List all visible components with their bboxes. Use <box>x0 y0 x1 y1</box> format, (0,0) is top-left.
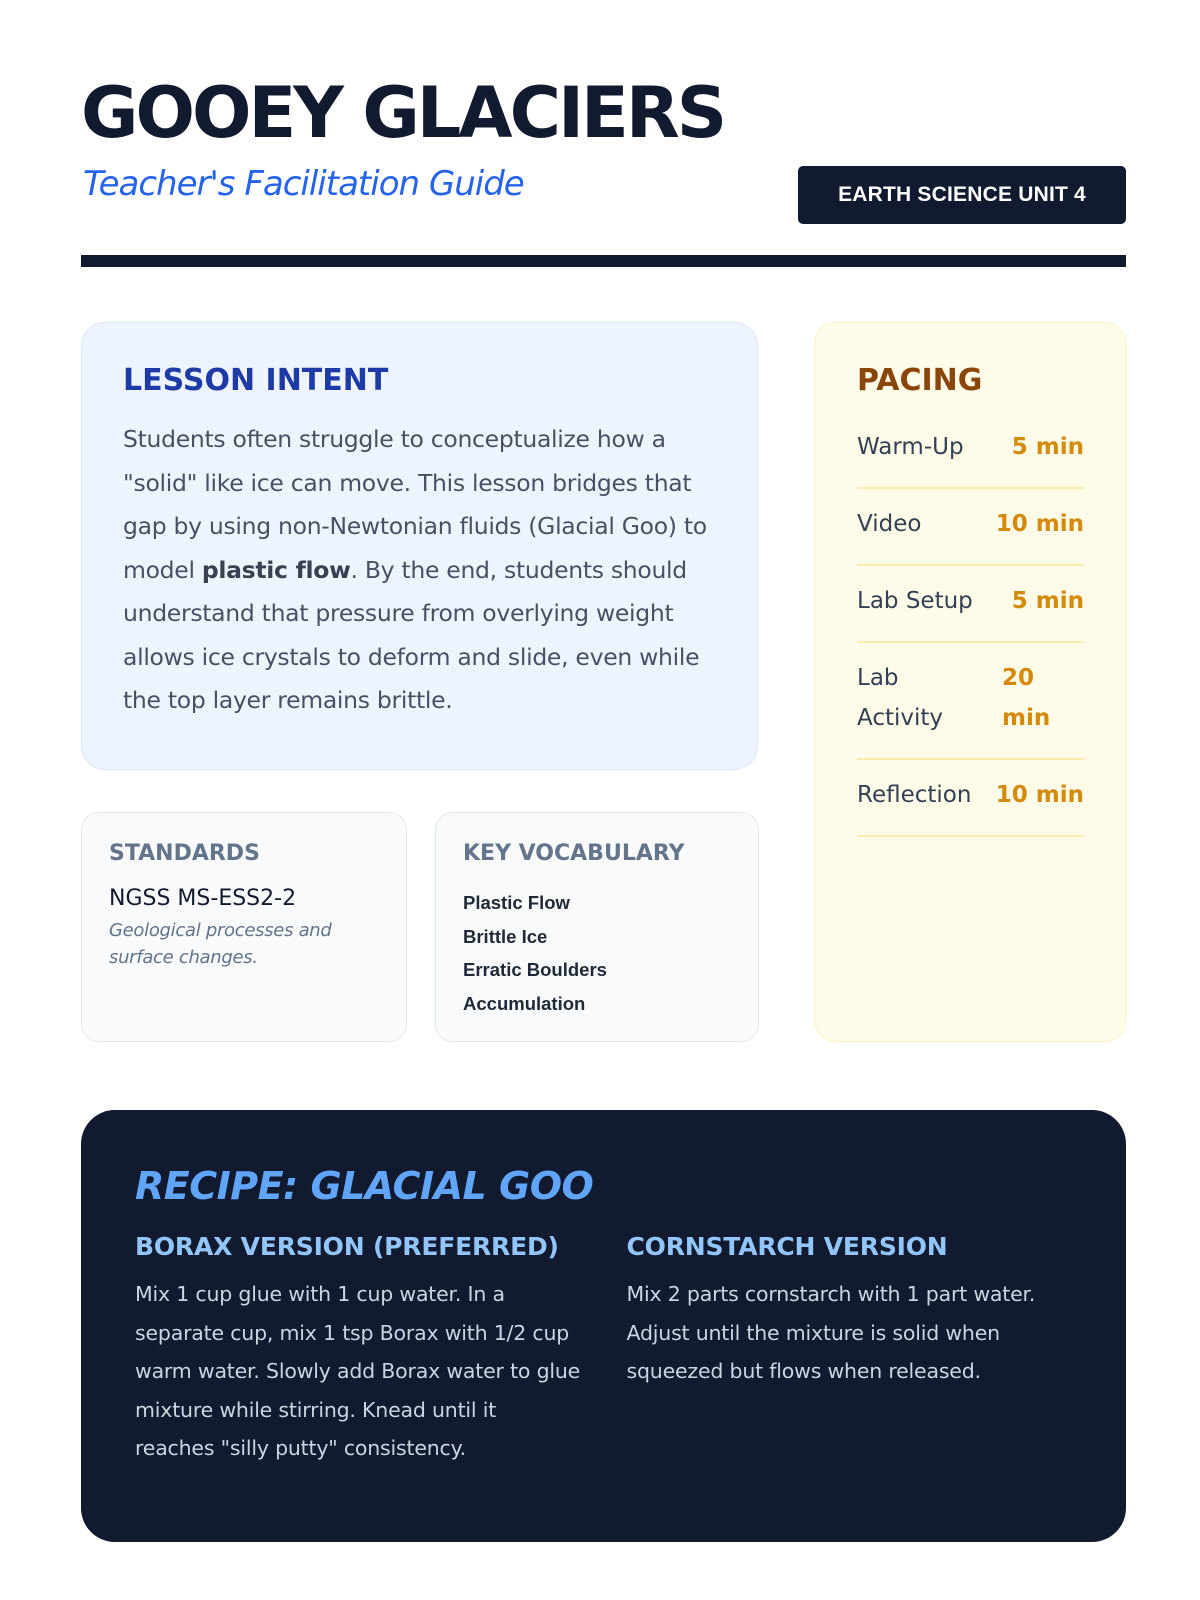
pacing-duration: 5 min <box>1011 588 1084 614</box>
lesson-intent-text-start: Students often struggle to conceptualize how a "solid" like ice can move. This lesson bridges that gap by using non-Newtonian fluids (Glacial Goo) to model <box>123 425 707 584</box>
cornstarch-recipe-text: Mix 2 parts cornstarch with 1 part water. Adjust until the mixture is solid when squeezed but flows when released. <box>626 1282 1036 1383</box>
standard-description: Geological processes and surface changes. <box>109 920 332 968</box>
header-divider <box>81 255 1126 267</box>
pacing-duration: 10 min <box>995 782 1084 808</box>
lesson-intent-text <box>123 418 717 723</box>
vocabulary-card <box>435 812 759 1042</box>
pacing-row-warm-up <box>857 414 1084 489</box>
lesson-intent-heading: LESSON INTENT <box>123 363 389 398</box>
page-subtitle: Teacher's Facilitation Guide <box>83 164 524 204</box>
recipe-card <box>81 1110 1126 1542</box>
recipe-columns <box>135 1232 1072 1468</box>
page-title: GOOEY GLACIERS <box>81 72 725 154</box>
pacing-duration: 5 min <box>1011 434 1084 460</box>
vocabulary-term: Plastic Flow <box>463 892 570 913</box>
pacing-row-video <box>857 491 1084 566</box>
standards-heading: STANDARDS <box>109 841 260 866</box>
pacing-row-reflection <box>857 762 1084 837</box>
pacing-duration: 20 min <box>1002 665 1051 731</box>
unit-badge: EARTH SCIENCE UNIT 4 <box>798 166 1126 224</box>
pacing-activity: Lab Activity <box>857 665 944 731</box>
pacing-activity: Lab Setup <box>857 588 973 614</box>
pacing-row-lab-setup <box>857 568 1084 643</box>
lesson-intent-text-end: . By the end, students should understand that pressure from overlying weight allows ice crystals to deform and slide, even while the top layer remains brittle. <box>123 555 700 714</box>
pacing-row-lab-activity <box>857 645 1084 760</box>
borax-recipe <box>135 1232 581 1468</box>
pacing-activity: Reflection <box>857 782 972 808</box>
pacing-activity: Warm-Up <box>857 434 964 460</box>
cornstarch-recipe <box>627 1232 1073 1468</box>
vocabulary-heading: KEY VOCABULARY <box>463 841 685 866</box>
cornstarch-recipe-heading: CORNSTARCH VERSION <box>626 1232 948 1261</box>
pacing-heading: PACING <box>857 363 983 398</box>
recipe-heading: RECIPE: GLACIAL GOO <box>135 1164 594 1208</box>
lesson-intent-card <box>81 322 758 770</box>
pacing-activity: Video <box>857 511 922 537</box>
standard-code: NGSS MS-ESS2-2 <box>109 886 297 911</box>
pacing-duration: 10 min <box>995 511 1084 537</box>
pacing-card <box>814 322 1126 1042</box>
borax-recipe-heading: BORAX VERSION (PREFERRED) <box>135 1232 559 1261</box>
vocabulary-term: Accumulation <box>463 992 586 1014</box>
standards-card <box>81 812 407 1042</box>
vocabulary-list <box>463 886 731 1020</box>
borax-recipe-text: Mix 1 cup glue with 1 cup water. In a separate cup, mix 1 tsp Borax with 1/2 cup warm water. Slowly add Borax water to glue mixture while stirring. Knead until it reaches "silly putty" consistency. <box>135 1282 581 1460</box>
lesson-intent-emphasis: plastic flow <box>201 555 351 584</box>
vocabulary-term: Erratic Boulders <box>463 959 607 980</box>
vocabulary-term: Brittle Ice <box>463 925 548 947</box>
